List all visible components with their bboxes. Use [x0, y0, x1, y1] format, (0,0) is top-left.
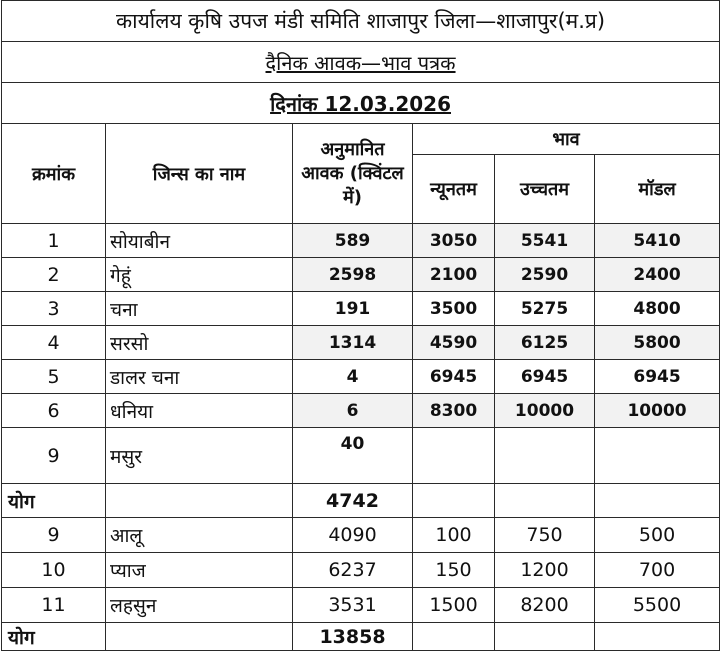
max-price-cell: 10000: [495, 394, 595, 428]
modal-price-cell: 5410: [595, 224, 720, 258]
min-price-cell: 100: [413, 518, 495, 553]
serial-cell: 6: [2, 394, 106, 428]
serial-cell: 9: [2, 518, 106, 553]
serial-cell: 9: [2, 428, 106, 484]
col-max-header: उच्चतम: [495, 155, 595, 224]
commodity-cell: सोयाबीन: [106, 224, 293, 258]
min-price-cell: 150: [413, 553, 495, 588]
arrival-cell: 191: [293, 292, 413, 326]
empty-cell: [106, 623, 293, 651]
report-title: दैनिक आवक—भाव पत्रक: [2, 42, 720, 83]
modal-price-cell: 5500: [595, 588, 720, 623]
max-price-cell: 5275: [495, 292, 595, 326]
arrival-cell: 589: [293, 224, 413, 258]
min-price-cell: 4590: [413, 326, 495, 360]
table-row: [2, 292, 720, 326]
max-price-cell: 5541: [495, 224, 595, 258]
modal-price-cell: [595, 428, 720, 484]
col-commodity-header: जिन्स का नाम: [106, 124, 293, 224]
commodity-cell: सरसो: [106, 326, 293, 360]
empty-cell: [106, 484, 293, 518]
commodity-cell: चना: [106, 292, 293, 326]
commodity-cell: गेहूं: [106, 258, 293, 292]
commodity-cell: मसुर: [106, 428, 293, 484]
max-price-cell: [495, 428, 595, 484]
min-price-cell: 3500: [413, 292, 495, 326]
max-price-cell: 6945: [495, 360, 595, 394]
col-modal-header: मॉडल: [595, 155, 720, 224]
veg-total-arrival: 13858: [293, 623, 413, 651]
min-price-cell: 2100: [413, 258, 495, 292]
table-row: [2, 224, 720, 258]
table-row: [2, 394, 720, 428]
office-title: कार्यालय कृषि उपज मंडी समिति शाजापुर जिला—शाजापुर(म.प्र): [2, 1, 720, 42]
arrival-cell: 4090: [293, 518, 413, 553]
table-row: [2, 326, 720, 360]
arrival-cell: 2598: [293, 258, 413, 292]
max-price-cell: 6125: [495, 326, 595, 360]
empty-cell: [595, 623, 720, 651]
arrival-cell: 40: [293, 428, 413, 484]
col-min-header: न्यूनतम: [413, 155, 495, 224]
empty-cell: [413, 623, 495, 651]
serial-cell: 10: [2, 553, 106, 588]
modal-price-cell: 4800: [595, 292, 720, 326]
empty-cell: [495, 484, 595, 518]
veg-total-row: [2, 623, 720, 651]
table-row: [2, 258, 720, 292]
serial-cell: 1: [2, 224, 106, 258]
col-price-group-header: भाव: [413, 124, 720, 155]
table-row: [2, 553, 720, 588]
col-serial-header: क्रमांक: [2, 124, 106, 224]
max-price-cell: 2590: [495, 258, 595, 292]
commodity-cell: धनिया: [106, 394, 293, 428]
table-row: [2, 428, 720, 484]
modal-price-cell: 700: [595, 553, 720, 588]
arrival-cell: 4: [293, 360, 413, 394]
max-price-cell: 8200: [495, 588, 595, 623]
modal-price-cell: 10000: [595, 394, 720, 428]
col-arrival-header: अनुमानित आवक (क्विंटल में): [293, 124, 413, 224]
min-price-cell: [413, 428, 495, 484]
crop-total-arrival: 4742: [293, 484, 413, 518]
commodity-cell: लहसुन: [106, 588, 293, 623]
table-row: [2, 360, 720, 394]
empty-cell: [413, 484, 495, 518]
modal-price-cell: 5800: [595, 326, 720, 360]
crop-total-row: [2, 484, 720, 518]
arrival-cell: 6237: [293, 553, 413, 588]
mandi-price-table: [1, 0, 720, 651]
arrival-cell: 6: [293, 394, 413, 428]
commodity-cell: आलू: [106, 518, 293, 553]
crop-total-label: योग: [2, 484, 106, 518]
header-row-top: [2, 124, 720, 155]
veg-total-label: योग: [2, 623, 106, 651]
min-price-cell: 1500: [413, 588, 495, 623]
min-price-cell: 8300: [413, 394, 495, 428]
min-price-cell: 6945: [413, 360, 495, 394]
serial-cell: 11: [2, 588, 106, 623]
max-price-cell: 750: [495, 518, 595, 553]
max-price-cell: 1200: [495, 553, 595, 588]
arrival-cell: 3531: [293, 588, 413, 623]
serial-cell: 4: [2, 326, 106, 360]
empty-cell: [495, 623, 595, 651]
serial-cell: 5: [2, 360, 106, 394]
serial-cell: 3: [2, 292, 106, 326]
table-row: [2, 518, 720, 553]
min-price-cell: 3050: [413, 224, 495, 258]
commodity-cell: डालर चना: [106, 360, 293, 394]
date-row: [2, 83, 720, 124]
report-title-row: [2, 42, 720, 83]
table-row: [2, 588, 720, 623]
empty-cell: [595, 484, 720, 518]
modal-price-cell: 6945: [595, 360, 720, 394]
serial-cell: 2: [2, 258, 106, 292]
modal-price-cell: 500: [595, 518, 720, 553]
office-title-row: [2, 1, 720, 42]
arrival-cell: 1314: [293, 326, 413, 360]
report-date: दिनांक 12.03.2026: [2, 83, 720, 124]
commodity-cell: प्याज: [106, 553, 293, 588]
modal-price-cell: 2400: [595, 258, 720, 292]
